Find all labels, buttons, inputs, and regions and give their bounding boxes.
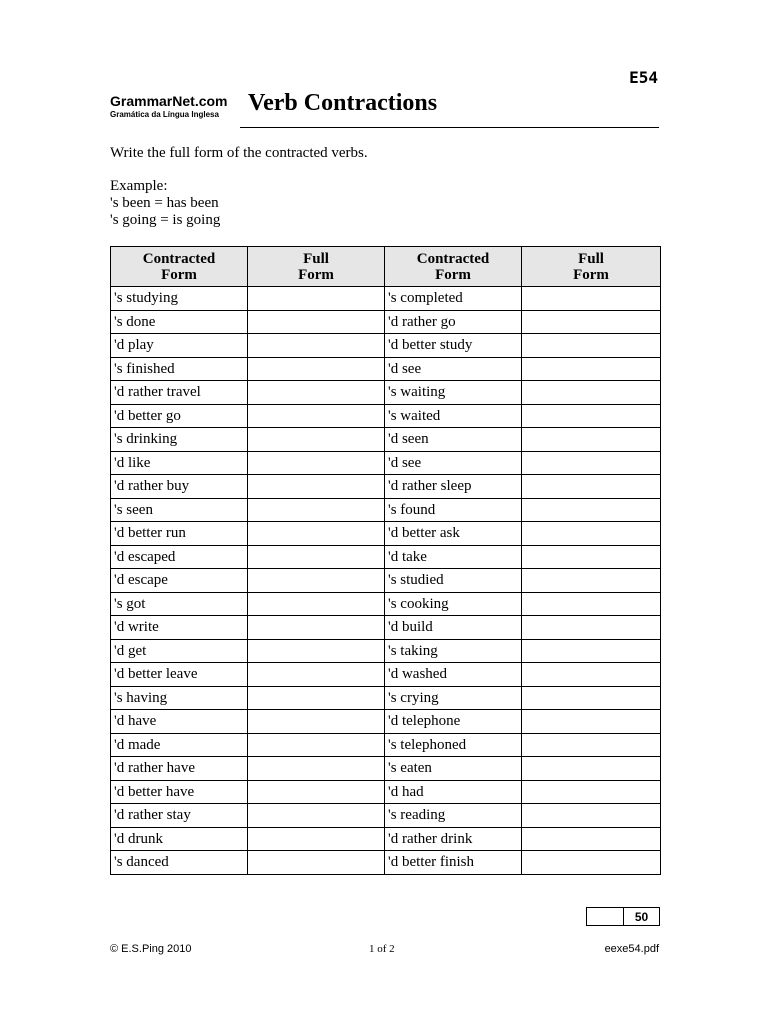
full-form-answer-cell[interactable] xyxy=(522,334,661,358)
contracted-verb-cell: 'd play xyxy=(111,334,248,358)
score-blank-field[interactable] xyxy=(587,908,624,926)
table-row xyxy=(111,569,661,593)
contractions-table xyxy=(110,246,661,875)
header-line: Full xyxy=(578,250,604,267)
contracted-verb-cell: 'd see xyxy=(385,451,522,475)
contracted-verb-cell: 'd rather sleep xyxy=(385,475,522,499)
full-form-answer-cell[interactable] xyxy=(248,357,385,381)
contracted-verb-cell: 'd take xyxy=(385,545,522,569)
contracted-verb-cell: 'd rather stay xyxy=(111,804,248,828)
table-row xyxy=(111,357,661,381)
full-form-answer-cell[interactable] xyxy=(522,287,661,311)
contracted-verb-cell: 'd made xyxy=(111,733,248,757)
table-row xyxy=(111,428,661,452)
table-row xyxy=(111,733,661,757)
contracted-verb-cell: 'd escaped xyxy=(111,545,248,569)
full-form-answer-cell[interactable] xyxy=(248,663,385,687)
contracted-verb-cell: 's studied xyxy=(385,569,522,593)
table-row xyxy=(111,710,661,734)
full-form-answer-cell[interactable] xyxy=(522,804,661,828)
table-row xyxy=(111,639,661,663)
contracted-verb-cell: 'd better leave xyxy=(111,663,248,687)
full-form-answer-cell[interactable] xyxy=(248,710,385,734)
table-row xyxy=(111,780,661,804)
full-form-answer-cell[interactable] xyxy=(248,475,385,499)
table-row xyxy=(111,451,661,475)
header-line: Form xyxy=(161,266,197,283)
full-form-answer-cell[interactable] xyxy=(248,686,385,710)
contracted-verb-cell: 'd rather drink xyxy=(385,827,522,851)
contracted-verb-cell: 's eaten xyxy=(385,757,522,781)
example-line-2: 's going = is going xyxy=(110,212,221,228)
contracted-verb-cell: 'd better study xyxy=(385,334,522,358)
full-form-answer-cell[interactable] xyxy=(248,827,385,851)
full-form-answer-cell[interactable] xyxy=(248,404,385,428)
full-form-answer-cell[interactable] xyxy=(522,592,661,616)
contracted-verb-cell: 'd rather have xyxy=(111,757,248,781)
contracted-verb-cell: 'd rather travel xyxy=(111,381,248,405)
full-form-answer-cell[interactable] xyxy=(248,780,385,804)
contracted-verb-cell: 's taking xyxy=(385,639,522,663)
instruction-text: Write the full form of the contracted verbs. xyxy=(110,145,368,161)
table-body xyxy=(111,287,661,875)
table-row xyxy=(111,827,661,851)
full-form-answer-cell[interactable] xyxy=(248,522,385,546)
contracted-verb-cell: 'd telephone xyxy=(385,710,522,734)
brand-logo xyxy=(110,94,228,120)
contracted-verb-cell: 's done xyxy=(111,310,248,334)
contracted-verb-cell: 's finished xyxy=(111,357,248,381)
table-row xyxy=(111,545,661,569)
full-form-answer-cell[interactable] xyxy=(248,851,385,875)
footer-filename: eexe54.pdf xyxy=(604,943,659,955)
contracted-verb-cell: 'd better run xyxy=(111,522,248,546)
brand-name: GrammarNet.com xyxy=(110,93,228,109)
contracted-verb-cell: 'd rather go xyxy=(385,310,522,334)
contracted-verb-cell: 'd washed xyxy=(385,663,522,687)
contracted-verb-cell: 'd had xyxy=(385,780,522,804)
table-row xyxy=(111,616,661,640)
table-row xyxy=(111,686,661,710)
contracted-verb-cell: 's drinking xyxy=(111,428,248,452)
exercise-code: E54 xyxy=(629,68,658,87)
header-line: Contracted xyxy=(142,250,216,267)
contracted-verb-cell: 'd write xyxy=(111,616,248,640)
table-row xyxy=(111,287,661,311)
contracted-verb-cell: 'd get xyxy=(111,639,248,663)
contracted-verb-cell: 's waiting xyxy=(385,381,522,405)
table-row xyxy=(111,310,661,334)
full-form-answer-cell[interactable] xyxy=(522,310,661,334)
full-form-answer-cell[interactable] xyxy=(248,451,385,475)
header-full-form-1 xyxy=(248,247,385,287)
full-form-answer-cell[interactable] xyxy=(522,827,661,851)
full-form-answer-cell[interactable] xyxy=(522,733,661,757)
contracted-verb-cell: 's having xyxy=(111,686,248,710)
full-form-answer-cell[interactable] xyxy=(522,428,661,452)
full-form-answer-cell[interactable] xyxy=(522,545,661,569)
full-form-answer-cell[interactable] xyxy=(248,428,385,452)
full-form-answer-cell[interactable] xyxy=(248,545,385,569)
contracted-verb-cell: 'd better finish xyxy=(385,851,522,875)
header-contracted-form-2 xyxy=(385,247,522,287)
header-line: Full xyxy=(303,250,329,267)
full-form-answer-cell[interactable] xyxy=(522,498,661,522)
contracted-verb-cell: 's cooking xyxy=(385,592,522,616)
full-form-answer-cell[interactable] xyxy=(522,357,661,381)
full-form-answer-cell[interactable] xyxy=(522,616,661,640)
full-form-answer-cell[interactable] xyxy=(248,592,385,616)
table-row xyxy=(111,663,661,687)
full-form-answer-cell[interactable] xyxy=(248,310,385,334)
contracted-verb-cell: 's got xyxy=(111,592,248,616)
full-form-answer-cell[interactable] xyxy=(522,757,661,781)
full-form-answer-cell[interactable] xyxy=(248,569,385,593)
full-form-answer-cell[interactable] xyxy=(522,686,661,710)
full-form-answer-cell[interactable] xyxy=(248,804,385,828)
contracted-verb-cell: 'd build xyxy=(385,616,522,640)
score-total: 50 xyxy=(624,908,660,926)
full-form-answer-cell[interactable] xyxy=(522,522,661,546)
table-row xyxy=(111,334,661,358)
full-form-answer-cell[interactable] xyxy=(522,639,661,663)
contracted-verb-cell: 'd escape xyxy=(111,569,248,593)
full-form-answer-cell[interactable] xyxy=(248,639,385,663)
header-contracted-form-1 xyxy=(111,247,248,287)
full-form-answer-cell[interactable] xyxy=(522,663,661,687)
full-form-answer-cell[interactable] xyxy=(522,780,661,804)
table-row xyxy=(111,804,661,828)
full-form-answer-cell[interactable] xyxy=(522,451,661,475)
header-line: Form xyxy=(435,266,471,283)
full-form-answer-cell[interactable] xyxy=(248,287,385,311)
contracted-verb-cell: 's waited xyxy=(385,404,522,428)
table-row xyxy=(111,592,661,616)
full-form-answer-cell[interactable] xyxy=(248,498,385,522)
contracted-verb-cell: 'd drunk xyxy=(111,827,248,851)
table-row xyxy=(111,381,661,405)
example-label: Example: xyxy=(110,178,168,194)
footer-copyright: © E.S.Ping 2010 xyxy=(110,943,192,955)
header-line: Form xyxy=(298,266,334,283)
table-row xyxy=(111,404,661,428)
table-header-row xyxy=(111,247,661,287)
example-block xyxy=(110,178,220,229)
table-row xyxy=(111,757,661,781)
brand-subtitle: Gramática da Língua Inglesa xyxy=(110,110,219,119)
contracted-verb-cell: 'd have xyxy=(111,710,248,734)
full-form-answer-cell[interactable] xyxy=(522,569,661,593)
contracted-verb-cell: 'd see xyxy=(385,357,522,381)
table-row xyxy=(111,522,661,546)
footer-page-number: 1 of 2 xyxy=(369,943,395,955)
contracted-verb-cell: 's danced xyxy=(111,851,248,875)
full-form-answer-cell[interactable] xyxy=(522,710,661,734)
page-title: Verb Contractions xyxy=(248,90,438,116)
contracted-verb-cell: 'd seen xyxy=(385,428,522,452)
contracted-verb-cell: 's completed xyxy=(385,287,522,311)
contracted-verb-cell: 'd better have xyxy=(111,780,248,804)
header-line: Form xyxy=(573,266,609,283)
full-form-answer-cell[interactable] xyxy=(522,404,661,428)
header-line: Contracted xyxy=(416,250,490,267)
contracted-verb-cell: 'd rather buy xyxy=(111,475,248,499)
full-form-answer-cell[interactable] xyxy=(522,475,661,499)
full-form-answer-cell[interactable] xyxy=(248,733,385,757)
full-form-answer-cell[interactable] xyxy=(522,381,661,405)
full-form-answer-cell[interactable] xyxy=(248,757,385,781)
contracted-verb-cell: 's telephoned xyxy=(385,733,522,757)
contracted-verb-cell: 'd like xyxy=(111,451,248,475)
contracted-verb-cell: 'd better go xyxy=(111,404,248,428)
full-form-answer-cell[interactable] xyxy=(248,381,385,405)
contracted-verb-cell: 's reading xyxy=(385,804,522,828)
table-row xyxy=(111,475,661,499)
contracted-verb-cell: 's studying xyxy=(111,287,248,311)
header-full-form-2 xyxy=(522,247,661,287)
full-form-answer-cell[interactable] xyxy=(522,851,661,875)
full-form-answer-cell[interactable] xyxy=(248,334,385,358)
title-underline xyxy=(240,127,659,128)
contracted-verb-cell: 's found xyxy=(385,498,522,522)
table-row xyxy=(111,498,661,522)
contracted-verb-cell: 'd better ask xyxy=(385,522,522,546)
example-line-1: 's been = has been xyxy=(110,195,219,211)
contracted-verb-cell: 's seen xyxy=(111,498,248,522)
contracted-verb-cell: 's crying xyxy=(385,686,522,710)
table-row xyxy=(111,851,661,875)
full-form-answer-cell[interactable] xyxy=(248,616,385,640)
score-box xyxy=(586,907,660,926)
